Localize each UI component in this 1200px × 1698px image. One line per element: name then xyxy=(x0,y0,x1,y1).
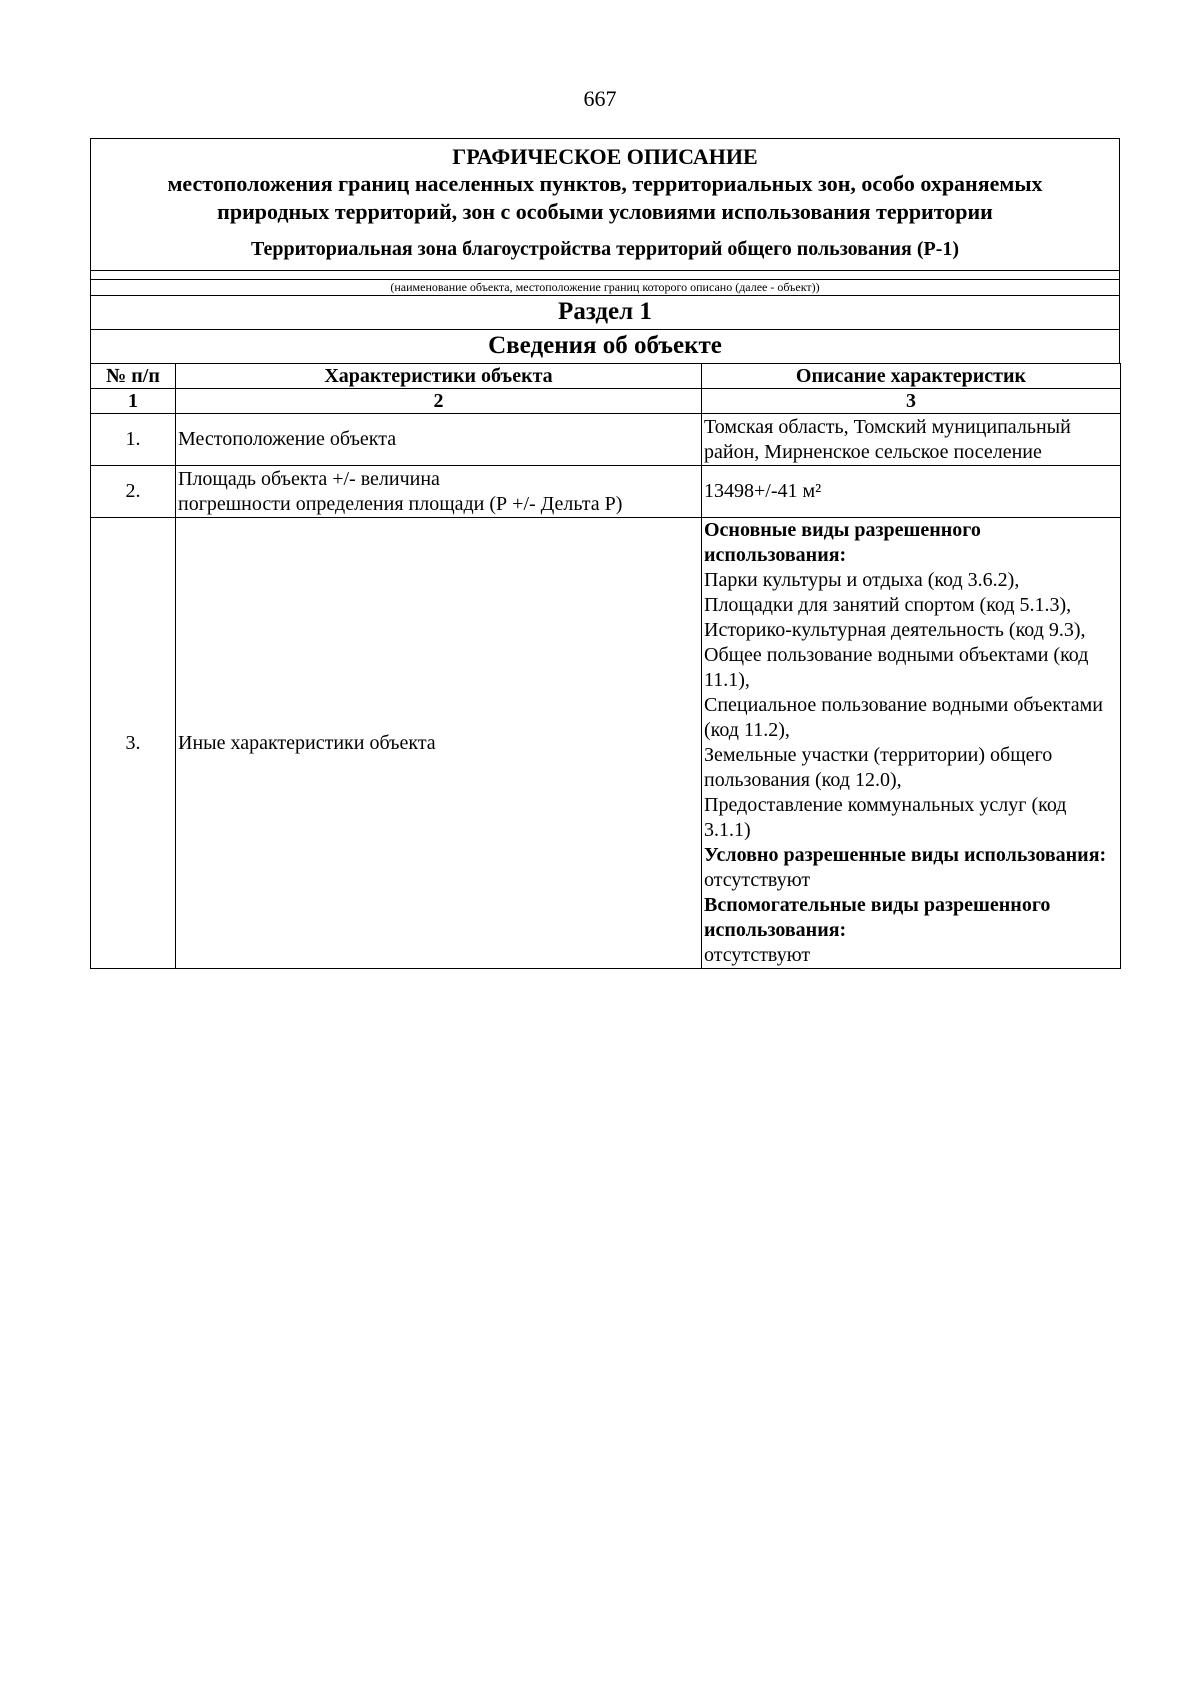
characteristic-line: Площадь объекта +/- величина xyxy=(178,467,440,490)
column-number-row xyxy=(91,389,1121,414)
document-subtitle-line-1: местоположения границ населенных пунктов, территориальных зон, особо охраняемых xyxy=(167,171,1043,196)
auxiliary-uses-value: отсутствуют xyxy=(704,944,811,966)
main-use-item: Земельные участки (территории) общего пользования (код 12.0), xyxy=(704,744,1053,791)
blank-row xyxy=(90,270,1120,279)
conditional-uses-heading: Условно разрешенные виды использования: xyxy=(704,844,1107,866)
main-use-item: Предоставление коммунальных услуг (код 3.1.1) xyxy=(704,794,1067,841)
row-number: 3. xyxy=(91,518,176,969)
table-row xyxy=(91,414,1121,466)
section-title: Раздел 1 xyxy=(90,295,1120,329)
description-line: район, Мирненское сельское поселение xyxy=(704,440,1042,463)
object-caption: (наименование объекта, местоположение границ которого описано (далее - объект)) xyxy=(90,279,1120,295)
row-characteristic: Иные характеристики объекта xyxy=(176,518,702,969)
document-subtitle-line-2: природных территорий, зон с особыми условиями использования территории xyxy=(217,199,993,224)
column-number-2: 2 xyxy=(176,389,702,414)
table-header-row xyxy=(91,364,1121,389)
row-number: 2. xyxy=(91,466,176,518)
main-use-item: Парки культуры и отдыха (код 3.6.2), xyxy=(704,569,1020,591)
column-number-1: 1 xyxy=(91,389,176,414)
section-subtitle: Сведения об объекте xyxy=(90,329,1120,363)
main-use-item: Площадки для занятий спортом (код 5.1.3), xyxy=(704,594,1072,616)
header-characteristic: Характеристики объекта xyxy=(176,364,702,389)
main-use-item: Общее пользование водными объектами (код 11.1), xyxy=(704,644,1089,691)
page-number: 667 xyxy=(583,86,617,111)
conditional-uses-value: отсутствуют xyxy=(704,869,811,891)
characteristic-line: погрешности определения площади (Р +/- Дельта Р) xyxy=(178,492,623,515)
main-use-item: Историко-культурная деятельность (код 9.3), xyxy=(704,619,1086,641)
header-description: Описание характеристик xyxy=(702,364,1121,389)
header-number: № п/п xyxy=(91,364,176,389)
row-characteristic xyxy=(176,466,702,518)
table-row xyxy=(91,518,1121,969)
table-row xyxy=(91,466,1121,518)
main-uses-heading: Основные виды разрешенного использования: xyxy=(704,519,981,566)
main-use-item: Специальное пользование водными объектами (код 11.2), xyxy=(704,694,1103,741)
column-number-3: 3 xyxy=(702,389,1121,414)
description-line: Томская область, Томский муниципальный xyxy=(704,415,1071,438)
document-header xyxy=(90,138,1120,270)
row-description: 13498+/-41 м² xyxy=(702,466,1121,518)
auxiliary-uses-heading: Вспомогательные виды разрешенного использования: xyxy=(704,894,1051,941)
row-description xyxy=(702,518,1121,969)
document-title: ГРАФИЧЕСКОЕ ОПИСАНИЕ xyxy=(452,144,758,169)
row-description xyxy=(702,414,1121,466)
row-characteristic: Местоположение объекта xyxy=(176,414,702,466)
object-info-table xyxy=(90,363,1121,969)
document-frame xyxy=(90,138,1120,969)
row-number: 1. xyxy=(91,414,176,466)
zone-name: Территориальная зона благоустройства территорий общего пользования (Р-1) xyxy=(250,238,960,260)
